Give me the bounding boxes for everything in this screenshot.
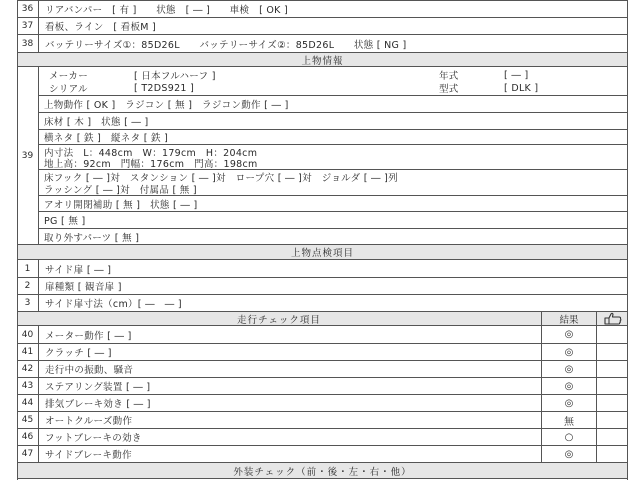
table-row [17,35,628,53]
result-value: ◎ [541,446,597,462]
floor-hook-text: 床フック [ ― ]対 スタンション [ ― ]対 ロープ穴 [ ― ]対 ジョルダ [ ― ]列 [44,173,398,184]
serial-label: シリアル [49,84,88,95]
ground-height-text: 地上高：92cm 門幅：176cm 門高：198cm [44,159,258,170]
table-row [17,361,628,378]
row-text: クラッチ [ ― ] [45,348,112,359]
row-text: 排気ブレーキ効き [ ― ] [45,399,151,410]
row-text: オートクルーズ動作 [45,416,133,427]
body-line [39,196,628,212]
beam-material-text: 横ネタ [ 鉄 ] 縦ネタ [ 鉄 ] [44,133,169,144]
row-number: 46 [17,429,39,445]
lashing-text: ラッシング [ ― ]対 付属品 [ 無 ] [44,185,197,196]
row-text: 走行中の振動、騒音 [45,365,134,376]
row-number: 38 [17,35,39,52]
section-header-body-info: 上物情報 [17,53,628,67]
table-row [17,412,628,429]
hand-pointer-icon[interactable] [597,312,628,325]
body-line [39,96,628,113]
row-number: 43 [17,378,39,394]
drive-check-title: 走行チェック項目 [237,314,321,326]
section-header-exterior-check: 外装チェック（前・後・左・右・他） [17,463,628,479]
row-number: 47 [17,446,39,462]
row-text: メーター動作 [ ― ] [45,330,132,342]
section-header-body-inspection: 上物点検項目 [17,245,628,260]
serial-value: [ T2DS921 ] [134,82,195,94]
body-operation-text: 上物動作 [ OK ] ラジコン [ 無 ] ラジコン動作 [ ― ] [44,100,289,111]
row-number: 1 [17,260,39,277]
maker-label: メーカー [49,71,89,82]
table-row [17,260,628,278]
table-row [17,344,628,361]
row-number: 39 [17,67,39,245]
result-value: ◎ [541,395,597,411]
result-value: 無 [541,412,597,428]
row-text: 看板、ライン [ 看板M ] [45,22,157,33]
row-text: サイド扉 [ ― ] [45,264,112,276]
row-text: リアバンパー [ 有 ] 状態 [ ― ] 車検 [ OK ] [45,5,289,16]
row-text: バッテリーサイズ①：85D26L バッテリーサイズ②：85D26L 状態 [ NG ] [45,39,407,51]
section-header-drive-check [17,312,628,326]
row-text: フットブレーキの効き [45,433,142,444]
table-row [17,429,628,446]
row-number: 42 [17,361,39,377]
row-number: 41 [17,344,39,360]
body-line [39,113,628,130]
year-label: 年式 [439,71,459,82]
body-line [39,229,628,245]
row-number: 3 [17,295,39,311]
body-maker-block [39,67,628,96]
row-number: 2 [17,278,39,294]
table-row [17,395,628,412]
row-number: 44 [17,395,39,411]
gate-assist-text: アオリ開閉補助 [ 無 ] 状態 [ ― ] [44,199,198,211]
model-value: [ DLK ] [504,82,539,94]
table-row [17,18,628,35]
floor-material-text: 床材 [ 木 ] 状態 [ ― ] [44,117,149,128]
body-line [39,212,628,229]
table-row [17,378,628,395]
table-row [17,295,628,312]
result-header: 結果 [541,312,597,325]
table-row [17,326,628,344]
result-value: ◎ [541,378,597,394]
result-value: ◎ [541,361,597,377]
result-value: ◎ [541,344,597,360]
row-text: 扉種類 [ 観音扉 ] [45,282,122,293]
body-line [39,130,628,145]
inspection-sheet [17,0,628,480]
result-value: ◎ [541,326,597,343]
inner-dimensions-text: 内寸法 L：448cm W：179cm H：204cm [44,148,258,159]
table-row [17,278,628,295]
maker-value: [ 日本フルハーフ ] [134,71,216,82]
row-text: サイドブレーキ動作 [45,450,132,461]
power-gate-text: PG [ 無 ] [44,216,86,227]
row-number: 37 [17,18,39,34]
row-number: 45 [17,412,39,428]
model-label: 型式 [439,84,459,95]
result-value: ○ [541,429,597,445]
row-text: ステアリング装置 [ ― ] [45,382,151,393]
row-number: 36 [17,1,39,17]
removable-parts-text: 取り外すパーツ [ 無 ] [44,232,140,244]
table-row [17,446,628,463]
table-row [17,0,628,18]
body-dimensions [39,145,628,170]
row-number: 40 [17,326,39,343]
body-fittings [39,170,628,196]
year-value: [ ― ] [504,69,529,81]
row-text: サイド扉寸法（cm）[ ― ― ] [45,299,182,310]
